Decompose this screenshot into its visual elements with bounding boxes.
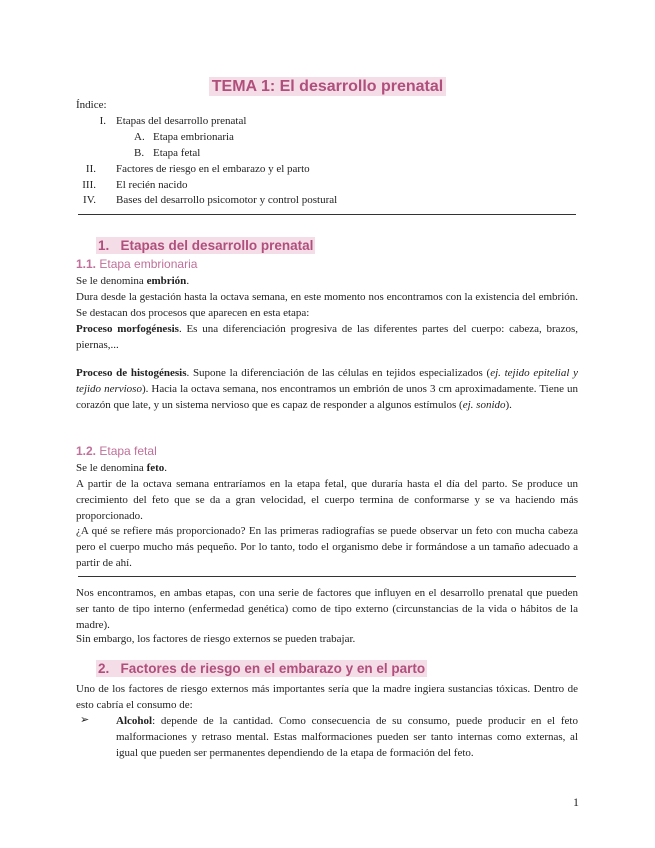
- paragraph: Sin embargo, los factores de riesgo externos se pueden trabajar.: [76, 633, 356, 645]
- index-item-label: Factores de riesgo en el embarazo y el parto: [116, 163, 310, 175]
- index-item-label: Etapas del desarrollo prenatal: [116, 115, 247, 127]
- paragraph: Uno de los factores de riesgo externos más importantes sería que la madre ingiera sustancias tóxicas. Dentro de esto cabría el consumo de:: [76, 683, 578, 711]
- page-number: 1: [573, 795, 579, 809]
- paragraph: A partir de la octava semana entraríamos en la etapa fetal, que duraría hasta el día del parto. Se produce un crecimiento del feto que se da a gran velocidad, el cuerpo termina de conformarse y se va haciendo más proporcionado.: [76, 478, 578, 522]
- index-item-number: I.: [99, 115, 106, 127]
- divider: [78, 214, 576, 215]
- subsection-heading: 1.1. Etapa embrionaria: [76, 257, 198, 271]
- paragraph: Proceso de histogénesis. Supone la diferenciación de las células en tejidos especializados (ej. tejido epitelial y tejido nervioso). Hacia la octava semana, nos encontramos un embrión de unos 3 cm aproximadamente. Tiene un corazón que late, y un sistema nervioso que es capaz de responder a algunos estímulos (ej. sonido).: [76, 367, 579, 411]
- paragraph: ¿A qué se refiere más proporcionado? En las primeras radiografías se puede observar un feto con mucha cabeza pero el cuerpo mucho más pequeño. Por lo tanto, todo el organismo debe ir formándose a un tamaño adecuado a partir de ahí.: [76, 525, 578, 569]
- index-subitem-number: A.: [134, 131, 145, 143]
- paragraph: Nos encontramos, en ambas etapas, con una serie de factores que influyen en el desarrollo prenatal que pueden ser tanto de tipo interno (enfermedad genética) como de tipo externo (circunstancias de la vida o hábitos de la madre).: [76, 587, 578, 631]
- list-item: Alcohol: depende de la cantidad. Como consecuencia de su consumo, puede producir en el feto malformaciones y retraso mental. Estas malformaciones pueden ser tanto internas como externas, al igual que pueden ser permanentes dependiendo de la etapa de formación del feto.: [116, 715, 578, 759]
- index-heading: Índice:: [76, 99, 107, 111]
- paragraph: Proceso morfogénesis. Es una diferenciación progresiva de las diferentes partes del cuerpo: cabeza, brazos, piernas,...: [76, 323, 578, 351]
- index-item-number: IV.: [83, 194, 96, 206]
- index-item-number: III.: [82, 179, 96, 191]
- document-title: TEMA 1: El desarrollo prenatal: [0, 78, 655, 96]
- paragraph: Dura desde la gestación hasta la octava semana, en este momento nos encontramos con la existencia del embrión. Se destacan dos procesos que aparecen en esta etapa:: [76, 291, 578, 319]
- index-subitem-label: Etapa embrionaria: [153, 131, 234, 143]
- paragraph: Se le denomina embrión.: [76, 275, 190, 287]
- index-item-label: El recién nacido: [116, 179, 188, 191]
- section-heading: 2. Factores de riesgo en el embarazo y en el parto: [98, 661, 426, 676]
- index-subitem-label: Etapa fetal: [153, 147, 201, 159]
- index-subitem-number: B.: [134, 147, 145, 159]
- subsection-heading: 1.2. Etapa fetal: [76, 444, 157, 458]
- section-heading: 1. Etapas del desarrollo prenatal: [98, 238, 314, 253]
- divider: [78, 576, 576, 577]
- index-item-number: II.: [85, 163, 96, 175]
- index-item-label: Bases del desarrollo psicomotor y control postural: [116, 194, 338, 206]
- paragraph: Se le denomina feto.: [76, 462, 168, 474]
- bullet-arrow-icon: ➢: [80, 714, 90, 726]
